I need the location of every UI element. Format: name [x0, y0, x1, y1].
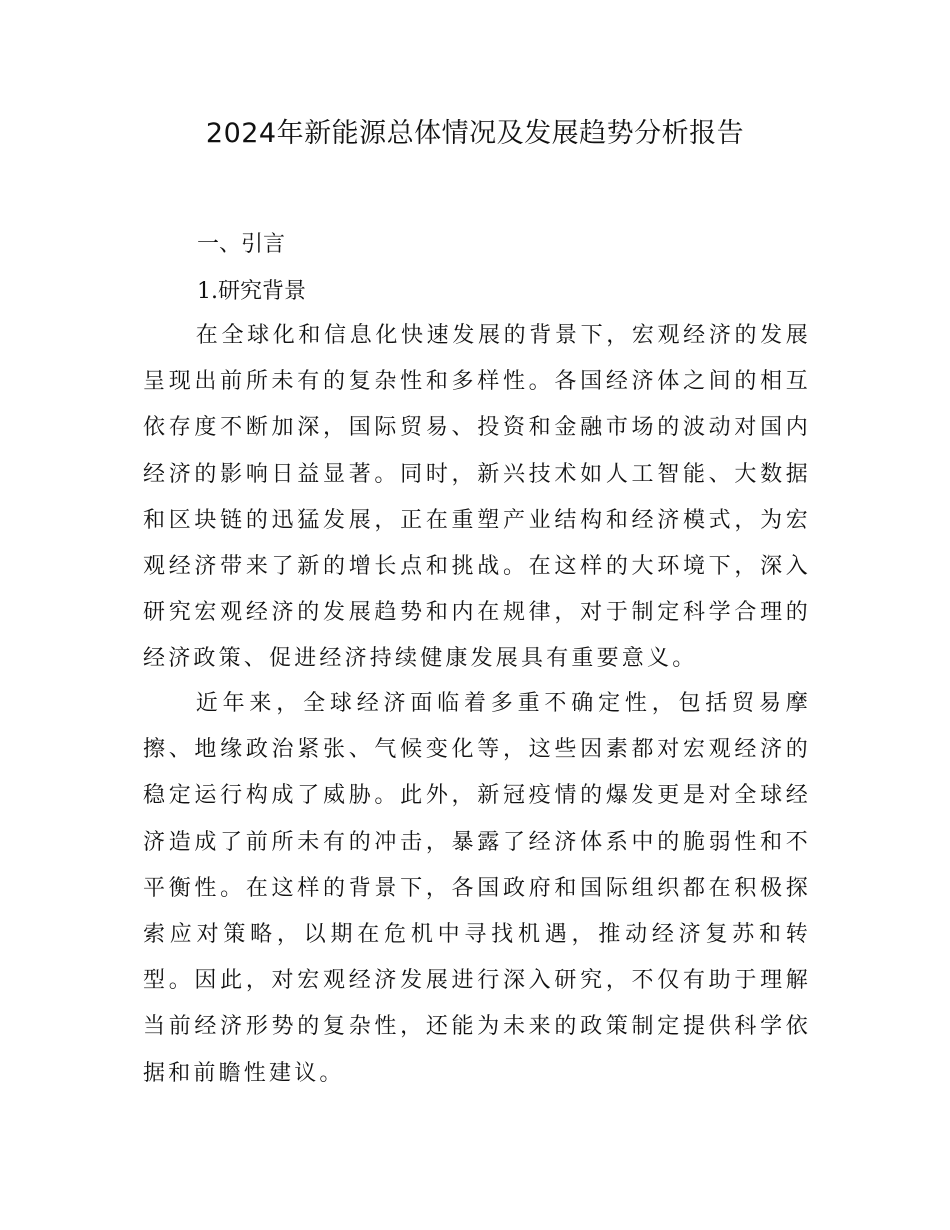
- subsection-heading: 1.研究背景: [197, 279, 306, 304]
- body-paragraph: 近年来，全球经济面临着多重不确定性，包括贸易摩擦、地缘政治紧张、气候变化等，这些因素都对宏观经济的稳定运行构成了威胁。此外，新冠疫情的爆发更是对全球经济造成了前所未有的冲击，暴露了经济体系中的脆弱性和不平衡性。在这样的背景下，各国政府和国际组织都在积极探索应对策略，以期在危机中寻找机遇，推动经济复苏和转型。因此，对宏观经济发展进行深入研究，不仅有助于理解当前经济形势的复杂性，还能为未来的政策制定提供科学依据和前瞻性建议。: [143, 691, 811, 1086]
- section-heading: 一、引言: [197, 232, 286, 257]
- body-paragraph: 在全球化和信息化快速发展的背景下，宏观经济的发展呈现出前所未有的复杂性和多样性。各国经济体之间的相互依存度不断加深，国际贸易、投资和金融市场的波动对国内经济的影响日益显著。同时，新兴技术如人工智能、大数据和区块链的迅猛发展，正在重塑产业结构和经济模式，为宏观经济带来了新的增长点和挑战。在这样的大环境下，深入研究宏观经济的发展趋势和内在规律，对于制定科学合理的经济政策、促进经济持续健康发展具有重要意义。: [143, 323, 811, 672]
- document-title: 2024年新能源总体情况及发展趋势分析报告: [205, 118, 745, 149]
